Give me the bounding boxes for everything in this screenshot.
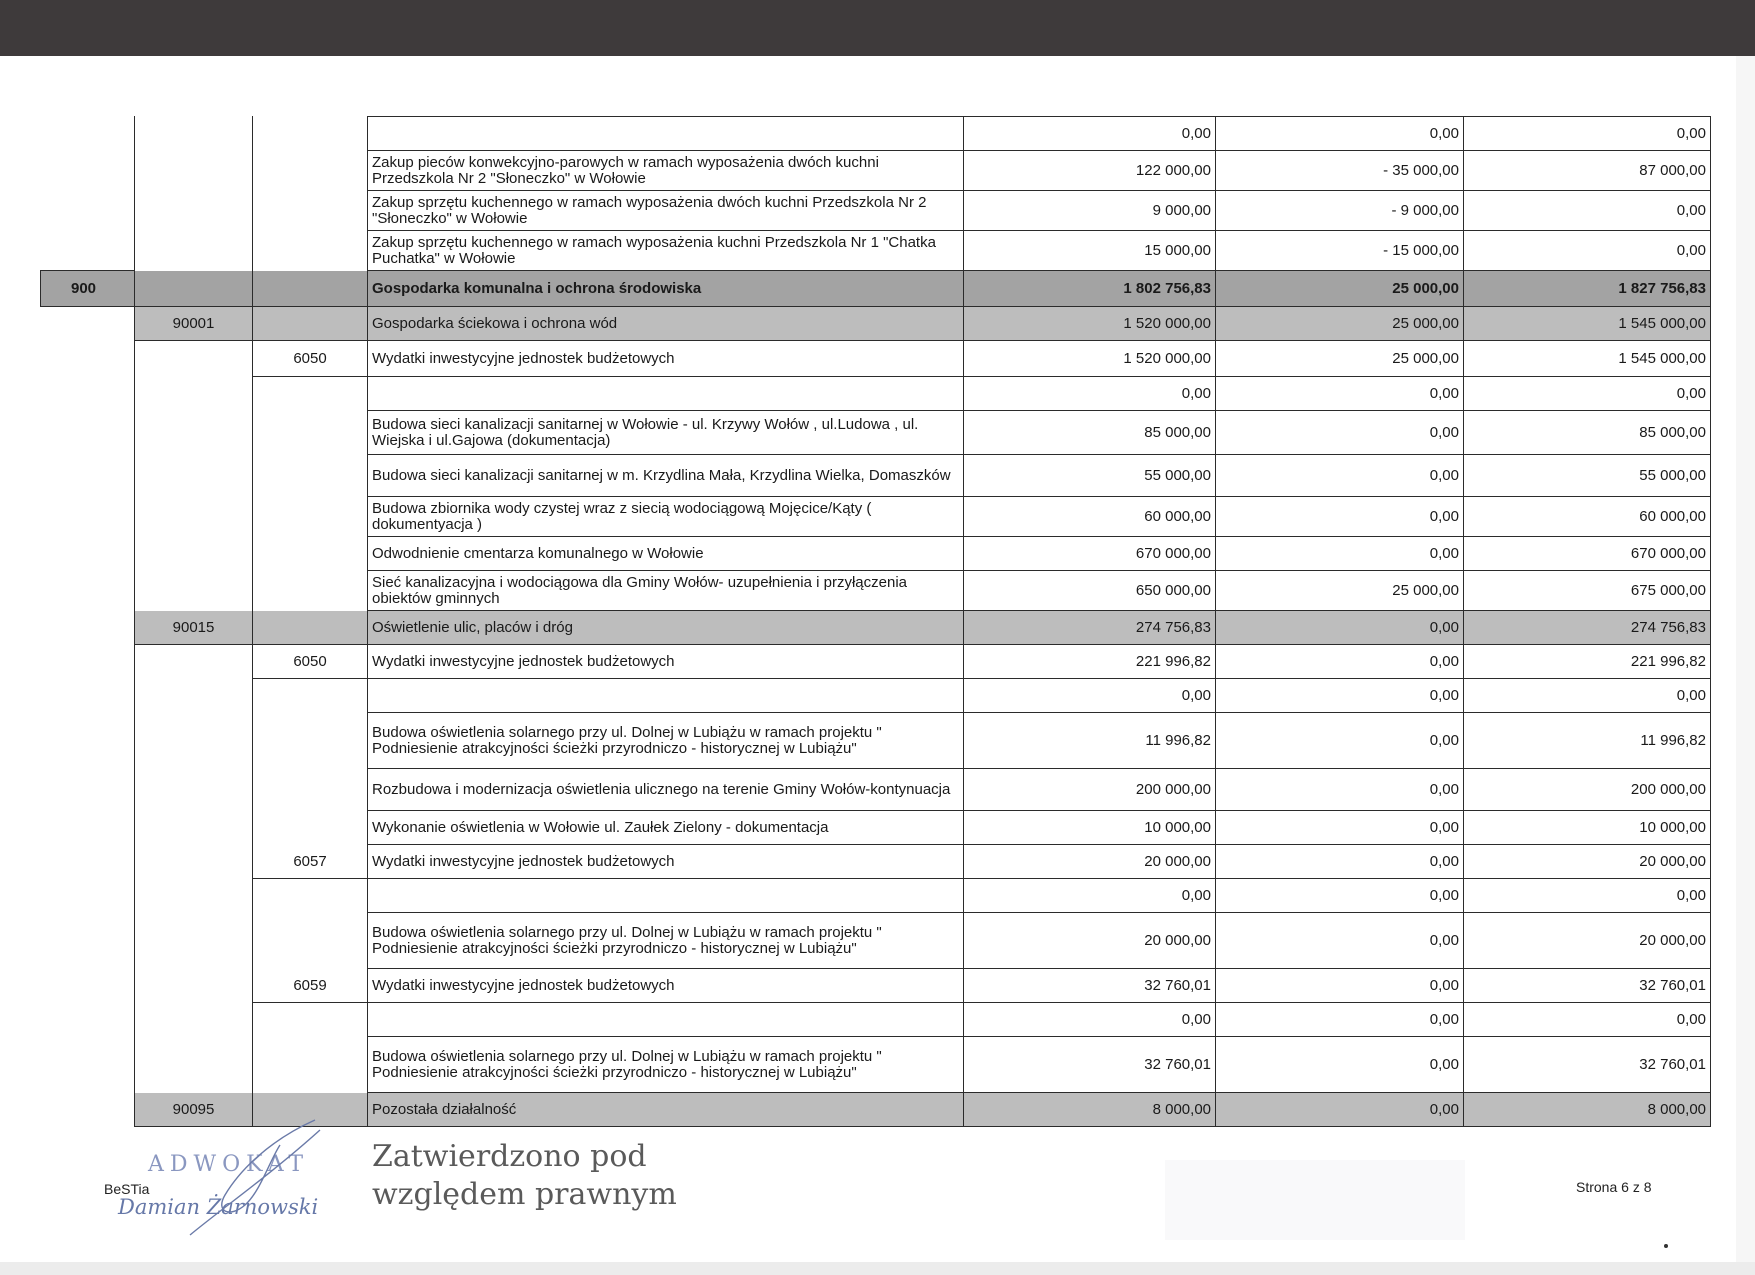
cell-amount-change: 25 000,00 — [1216, 341, 1464, 377]
cell-dzial — [41, 151, 135, 191]
cell-rozdzial — [135, 679, 253, 713]
footer-system-name: BeSTia — [104, 1181, 150, 1197]
cell-amount-before: 32 760,01 — [964, 969, 1216, 1003]
cell-dzial — [41, 811, 135, 845]
budget-table — [40, 116, 1711, 1127]
cell-paragraf — [253, 151, 368, 191]
cell-amount-change: 0,00 — [1216, 117, 1464, 151]
table-row — [41, 879, 1711, 913]
cell-name: Wydatki inwestycyjne jednostek budżetowych — [368, 341, 964, 377]
table-row — [41, 231, 1711, 271]
cell-amount-after: 1 545 000,00 — [1464, 307, 1711, 341]
cell-rozdzial — [135, 571, 253, 611]
cell-paragraf — [253, 811, 368, 845]
cell-amount-change: 0,00 — [1216, 713, 1464, 769]
cell-amount-after: 55 000,00 — [1464, 455, 1711, 497]
cell-paragraf — [253, 411, 368, 455]
cell-amount-after: 85 000,00 — [1464, 411, 1711, 455]
cell-paragraf — [253, 231, 368, 271]
table-row — [41, 645, 1711, 679]
cell-amount-after: 0,00 — [1464, 191, 1711, 231]
cell-amount-after: 10 000,00 — [1464, 811, 1711, 845]
cell-rozdzial: 90015 — [135, 611, 253, 645]
cell-amount-before: 32 760,01 — [964, 1037, 1216, 1093]
cell-name: Budowa oświetlenia solarnego przy ul. Dolnej w Lubiążu w ramach projektu " Podniesienie atrakcyjności ścieżki przyrodniczo - historycznej w Lubiążu" — [368, 913, 964, 969]
cell-paragraf — [253, 271, 368, 307]
cell-rozdzial — [135, 1037, 253, 1093]
cell-amount-before: 0,00 — [964, 377, 1216, 411]
cell-amount-change: 0,00 — [1216, 811, 1464, 845]
cell-paragraf — [253, 1037, 368, 1093]
cell-paragraf — [253, 455, 368, 497]
cell-paragraf — [253, 117, 368, 151]
cell-paragraf — [253, 1003, 368, 1037]
cell-amount-after: 0,00 — [1464, 231, 1711, 271]
cell-rozdzial — [135, 191, 253, 231]
approval-stamp — [372, 1138, 677, 1214]
cell-amount-change: 0,00 — [1216, 411, 1464, 455]
cell-amount-change: 25 000,00 — [1216, 571, 1464, 611]
cell-amount-after: 87 000,00 — [1464, 151, 1711, 191]
cell-name: Rozbudowa i modernizacja oświetlenia ulicznego na terenie Gminy Wołów-kontynuacja — [368, 769, 964, 811]
scan-dot — [1664, 1244, 1668, 1248]
cell-amount-after: 0,00 — [1464, 879, 1711, 913]
cell-paragraf — [253, 713, 368, 769]
cell-amount-before: 221 996,82 — [964, 645, 1216, 679]
table-row — [41, 713, 1711, 769]
cell-dzial — [41, 411, 135, 455]
cell-dzial — [41, 117, 135, 151]
cell-dzial — [41, 307, 135, 341]
cell-rozdzial — [135, 969, 253, 1003]
table-row — [41, 769, 1711, 811]
table-row — [41, 1003, 1711, 1037]
cell-amount-before: 0,00 — [964, 879, 1216, 913]
cell-amount-change: 0,00 — [1216, 537, 1464, 571]
cell-dzial — [41, 913, 135, 969]
cell-name — [368, 679, 964, 713]
cell-amount-change: 0,00 — [1216, 969, 1464, 1003]
cell-amount-change: 0,00 — [1216, 645, 1464, 679]
cell-paragraf — [253, 377, 368, 411]
table-row — [41, 411, 1711, 455]
cell-paragraf — [253, 769, 368, 811]
cell-rozdzial — [135, 879, 253, 913]
table-row — [41, 117, 1711, 151]
cell-amount-before: 60 000,00 — [964, 497, 1216, 537]
cell-dzial — [41, 377, 135, 411]
cell-paragraf — [253, 307, 368, 341]
cell-name: Budowa oświetlenia solarnego przy ul. Dolnej w Lubiążu w ramach projektu " Podniesienie atrakcyjności ścieżki przyrodniczo - historycznej w Lubiążu" — [368, 713, 964, 769]
cell-amount-change: - 35 000,00 — [1216, 151, 1464, 191]
cell-dzial — [41, 879, 135, 913]
cell-amount-change: 25 000,00 — [1216, 307, 1464, 341]
table-row — [41, 497, 1711, 537]
cell-amount-before: 8 000,00 — [964, 1093, 1216, 1127]
cell-dzial — [41, 191, 135, 231]
cell-name: Gospodarka ściekowa i ochrona wód — [368, 307, 964, 341]
stamp-line-1: Zatwierdzono pod — [372, 1139, 647, 1174]
cell-dzial: 900 — [41, 271, 135, 307]
cell-rozdzial — [135, 713, 253, 769]
cell-amount-after: 8 000,00 — [1464, 1093, 1711, 1127]
cell-dzial — [41, 679, 135, 713]
cell-amount-change: 0,00 — [1216, 1037, 1464, 1093]
table-row — [41, 455, 1711, 497]
cell-amount-before: 0,00 — [964, 117, 1216, 151]
cell-rozdzial — [135, 341, 253, 377]
table-row — [41, 271, 1711, 307]
cell-amount-after: 670 000,00 — [1464, 537, 1711, 571]
cell-paragraf — [253, 611, 368, 645]
table-row — [41, 969, 1711, 1003]
cell-amount-change: 0,00 — [1216, 377, 1464, 411]
cell-rozdzial — [135, 271, 253, 307]
cell-paragraf — [253, 913, 368, 969]
cell-dzial — [41, 1003, 135, 1037]
cell-amount-after: 20 000,00 — [1464, 913, 1711, 969]
cell-amount-after: 32 760,01 — [1464, 969, 1711, 1003]
cell-amount-change: 0,00 — [1216, 679, 1464, 713]
cell-rozdzial — [135, 1003, 253, 1037]
table-row — [41, 571, 1711, 611]
table-row — [41, 341, 1711, 377]
cell-paragraf — [253, 571, 368, 611]
cell-dzial — [41, 713, 135, 769]
table-row — [41, 611, 1711, 645]
cell-paragraf — [253, 497, 368, 537]
cell-amount-after: 1 827 756,83 — [1464, 271, 1711, 307]
table-row — [41, 191, 1711, 231]
cell-rozdzial: 90095 — [135, 1093, 253, 1127]
cell-amount-change: 0,00 — [1216, 1093, 1464, 1127]
cell-rozdzial — [135, 231, 253, 271]
cell-amount-before: 20 000,00 — [964, 845, 1216, 879]
cell-rozdzial — [135, 769, 253, 811]
cell-amount-before: 650 000,00 — [964, 571, 1216, 611]
cell-name: Oświetlenie ulic, placów i dróg — [368, 611, 964, 645]
cell-rozdzial — [135, 455, 253, 497]
cell-dzial — [41, 497, 135, 537]
cell-dzial — [41, 537, 135, 571]
cell-amount-before: 0,00 — [964, 1003, 1216, 1037]
table-row — [41, 537, 1711, 571]
cell-amount-after: 200 000,00 — [1464, 769, 1711, 811]
signature-icon — [120, 1100, 340, 1240]
cell-paragraf — [253, 679, 368, 713]
cell-amount-after: 0,00 — [1464, 679, 1711, 713]
cell-name: Gospodarka komunalna i ochrona środowiska — [368, 271, 964, 307]
cell-name: Budowa zbiornika wody czystej wraz z siecią wodociągową Mojęcice/Kąty ( dokumentyacja ) — [368, 497, 964, 537]
cell-amount-after: 0,00 — [1464, 1003, 1711, 1037]
budget-table-body — [41, 117, 1711, 1127]
cell-amount-before: 274 756,83 — [964, 611, 1216, 645]
cell-amount-before: 0,00 — [964, 679, 1216, 713]
cell-amount-change: 0,00 — [1216, 1003, 1464, 1037]
cell-amount-before: 55 000,00 — [964, 455, 1216, 497]
table-row — [41, 811, 1711, 845]
cell-name: Wydatki inwestycyjne jednostek budżetowych — [368, 645, 964, 679]
cell-amount-before: 122 000,00 — [964, 151, 1216, 191]
cell-dzial — [41, 571, 135, 611]
cell-name: Budowa sieci kanalizacji sanitarnej w Wołowie - ul. Krzywy Wołów , ul.Ludowa , ul. Wiejska i ul.Gajowa (dokumentacja) — [368, 411, 964, 455]
cell-rozdzial — [135, 845, 253, 879]
table-row — [41, 679, 1711, 713]
cell-amount-change: 0,00 — [1216, 611, 1464, 645]
cell-amount-change: 0,00 — [1216, 769, 1464, 811]
cell-name: Budowa sieci kanalizacji sanitarnej w m. Krzydlina Mała, Krzydlina Wielka, Domaszków — [368, 455, 964, 497]
stamp-title: ADWOKAT — [148, 1152, 310, 1177]
cell-paragraf: 6050 — [253, 341, 368, 377]
cell-name: Zakup sprzętu kuchennego w ramach wyposażenia dwóch kuchni Przedszkola Nr 2 "Słoneczko" w Wołowie — [368, 191, 964, 231]
cell-dzial — [41, 769, 135, 811]
cell-amount-after: 60 000,00 — [1464, 497, 1711, 537]
cell-dzial — [41, 341, 135, 377]
cell-dzial — [41, 645, 135, 679]
cell-rozdzial — [135, 913, 253, 969]
cell-amount-after: 32 760,01 — [1464, 1037, 1711, 1093]
cell-amount-change: 0,00 — [1216, 497, 1464, 537]
cell-paragraf: 6050 — [253, 645, 368, 679]
cell-amount-after: 0,00 — [1464, 117, 1711, 151]
cell-dzial — [41, 231, 135, 271]
cell-dzial — [41, 1037, 135, 1093]
cell-paragraf: 6057 — [253, 845, 368, 879]
cell-rozdzial — [135, 117, 253, 151]
scan-bottom-edge — [0, 1262, 1755, 1275]
cell-amount-change: 0,00 — [1216, 845, 1464, 879]
cell-dzial — [41, 611, 135, 645]
table-row — [41, 151, 1711, 191]
cell-rozdzial: 90001 — [135, 307, 253, 341]
cell-rozdzial — [135, 411, 253, 455]
table-row — [41, 377, 1711, 411]
cell-name — [368, 1003, 964, 1037]
cell-amount-before: 1 802 756,83 — [964, 271, 1216, 307]
cell-amount-after: 221 996,82 — [1464, 645, 1711, 679]
cell-name: Wydatki inwestycyjne jednostek budżetowych — [368, 845, 964, 879]
cell-amount-after: 20 000,00 — [1464, 845, 1711, 879]
cell-name — [368, 377, 964, 411]
cell-name: Zakup sprzętu kuchennego w ramach wyposażenia kuchni Przedszkola Nr 1 "Chatka Puchatka" w Wołowie — [368, 231, 964, 271]
cell-rozdzial — [135, 151, 253, 191]
cell-amount-change: 0,00 — [1216, 913, 1464, 969]
cell-amount-before: 15 000,00 — [964, 231, 1216, 271]
cell-amount-after: 675 000,00 — [1464, 571, 1711, 611]
cell-amount-change: 25 000,00 — [1216, 271, 1464, 307]
cell-name — [368, 117, 964, 151]
cell-paragraf — [253, 191, 368, 231]
cell-name: Sieć kanalizacyjna i wodociągowa dla Gminy Wołów- uzupełnienia i przyłączenia obiektów gminnych — [368, 571, 964, 611]
stamp-lawyer-name: Damian Żarnowski — [118, 1195, 319, 1219]
cell-amount-before: 200 000,00 — [964, 769, 1216, 811]
cell-amount-before: 85 000,00 — [964, 411, 1216, 455]
table-row — [41, 913, 1711, 969]
cell-dzial — [41, 845, 135, 879]
cell-amount-after: 0,00 — [1464, 377, 1711, 411]
cell-dzial — [41, 969, 135, 1003]
cell-amount-before: 10 000,00 — [964, 811, 1216, 845]
cell-name: Odwodnienie cmentarza komunalnego w Wołowie — [368, 537, 964, 571]
cell-paragraf: 6059 — [253, 969, 368, 1003]
cell-amount-after: 1 545 000,00 — [1464, 341, 1711, 377]
cell-amount-before: 9 000,00 — [964, 191, 1216, 231]
cell-rozdzial — [135, 811, 253, 845]
stamp-bleed-through — [1165, 1160, 1465, 1240]
cell-amount-before: 670 000,00 — [964, 537, 1216, 571]
cell-amount-change: - 15 000,00 — [1216, 231, 1464, 271]
cell-amount-change: - 9 000,00 — [1216, 191, 1464, 231]
cell-amount-before: 1 520 000,00 — [964, 307, 1216, 341]
scan-top-border — [0, 0, 1755, 56]
cell-paragraf — [253, 879, 368, 913]
cell-amount-change: 0,00 — [1216, 455, 1464, 497]
cell-name: Pozostała działalność — [368, 1093, 964, 1127]
table-row — [41, 307, 1711, 341]
cell-name: Wykonanie oświetlenia w Wołowie ul. Zaułek Zielony - dokumentacja — [368, 811, 964, 845]
cell-name — [368, 879, 964, 913]
cell-amount-after: 274 756,83 — [1464, 611, 1711, 645]
cell-dzial — [41, 455, 135, 497]
cell-amount-change: 0,00 — [1216, 879, 1464, 913]
cell-amount-before: 11 996,82 — [964, 713, 1216, 769]
cell-rozdzial — [135, 645, 253, 679]
cell-rozdzial — [135, 377, 253, 411]
cell-name: Zakup pieców konwekcyjno-parowych w ramach wyposażenia dwóch kuchni Przedszkola Nr 2 "Słoneczko" w Wołowie — [368, 151, 964, 191]
cell-name: Wydatki inwestycyjne jednostek budżetowych — [368, 969, 964, 1003]
table-row — [41, 1037, 1711, 1093]
cell-name: Budowa oświetlenia solarnego przy ul. Dolnej w Lubiążu w ramach projektu " Podniesienie atrakcyjności ścieżki przyrodniczo - historycznej w Lubiążu" — [368, 1037, 964, 1093]
cell-amount-after: 11 996,82 — [1464, 713, 1711, 769]
scan-right-edge — [1736, 56, 1755, 1275]
cell-amount-before: 20 000,00 — [964, 913, 1216, 969]
footer-page-number: Strona 6 z 8 — [1576, 1179, 1652, 1195]
table-row — [41, 845, 1711, 879]
stamp-line-2: względem prawnym — [372, 1177, 677, 1212]
cell-paragraf — [253, 537, 368, 571]
cell-rozdzial — [135, 497, 253, 537]
cell-amount-before: 1 520 000,00 — [964, 341, 1216, 377]
cell-rozdzial — [135, 537, 253, 571]
